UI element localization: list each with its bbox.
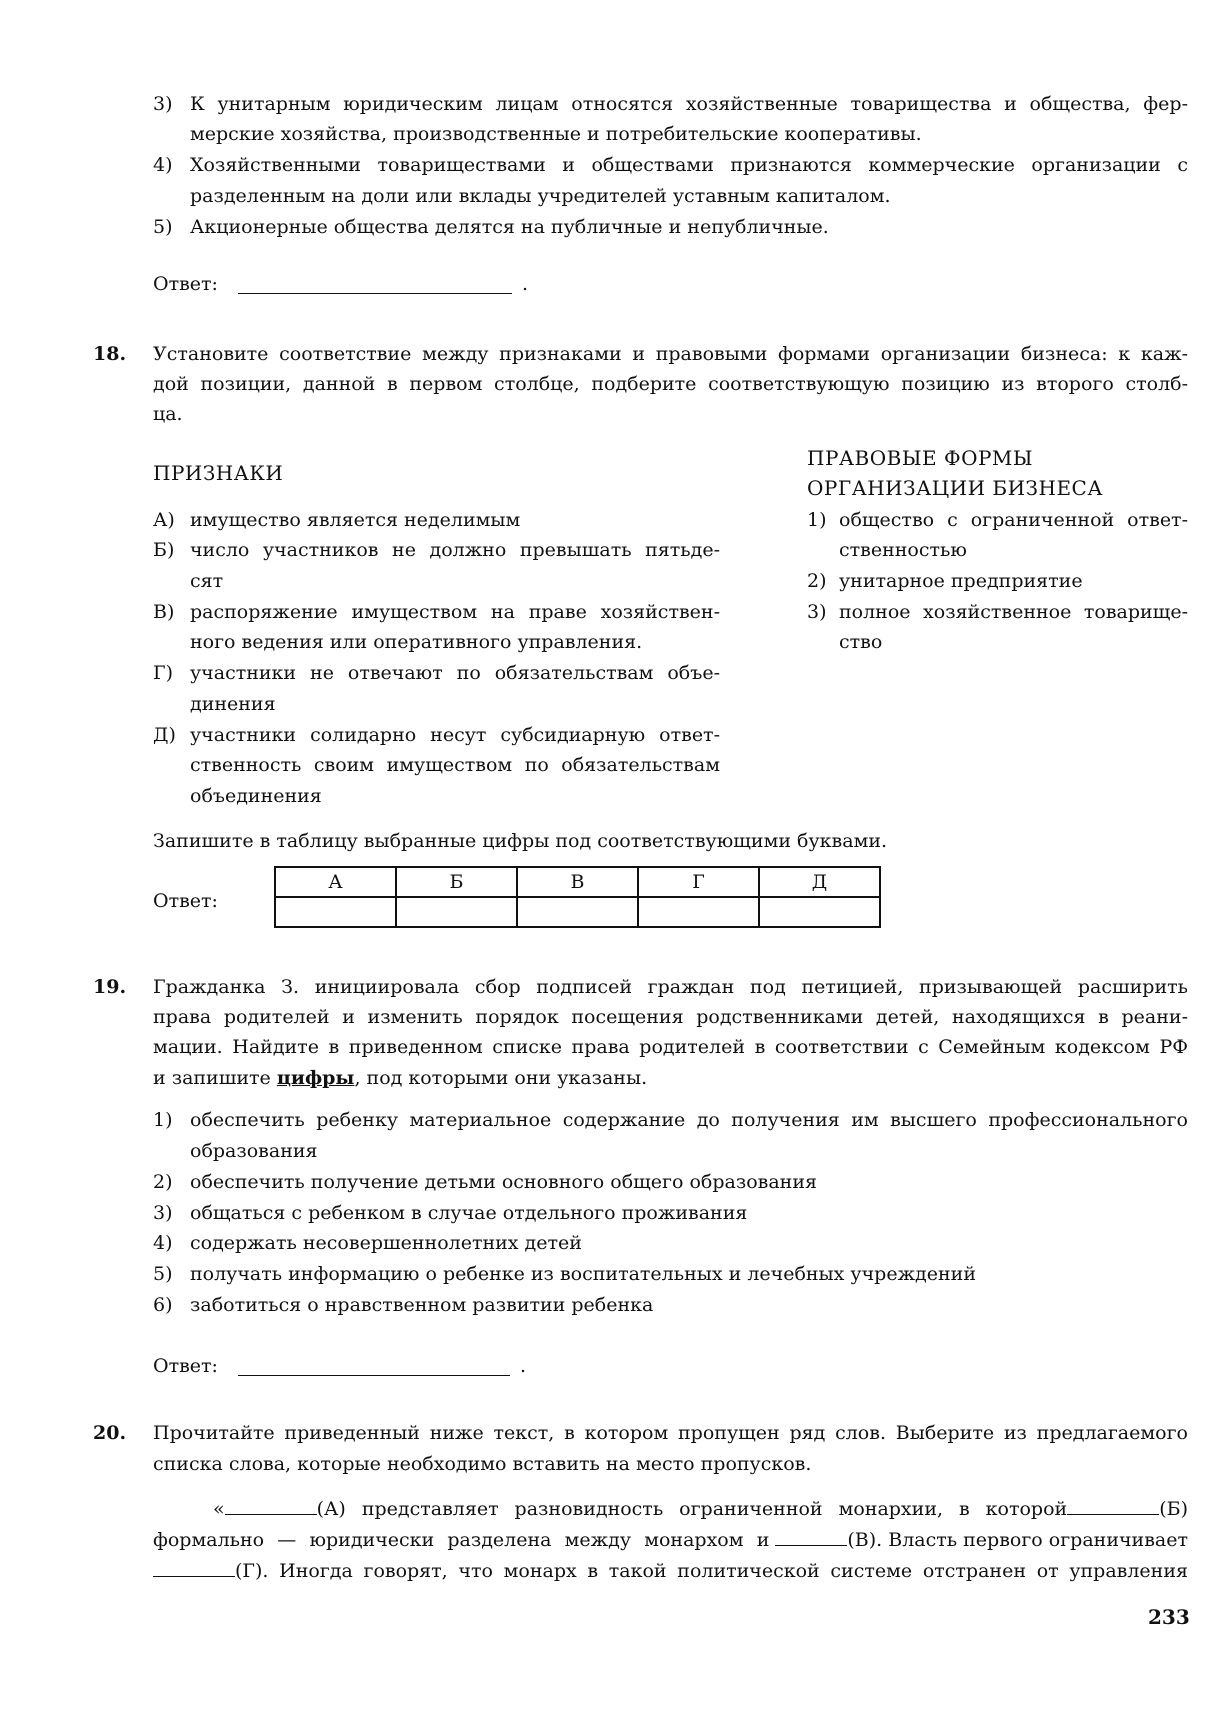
blank-b[interactable] (1067, 1514, 1159, 1515)
option-text-line: заботиться о нравственном развитии ребенка (190, 1294, 654, 1316)
feature-text-line: распоряжение имуществом на праве хозяйствен- (190, 601, 720, 623)
option-text-line: разделенным на доли или вклады учредителей уставным капиталом. (190, 185, 891, 207)
option-text-line: образования (190, 1140, 318, 1162)
option-text-line: К унитарным юридическим лицам относятся хозяйственные товарищества и общества, фер- (190, 93, 1188, 115)
form-number: 2) (807, 570, 827, 592)
forms-heading-line: ПРАВОВЫЕ ФОРМЫ (807, 446, 1034, 470)
form-text-line: ственностью (839, 539, 967, 561)
option-text-line: Хозяйственными товариществами и обществами признаются коммерческие организации с (190, 154, 1188, 176)
answer-cell-d[interactable] (759, 897, 880, 927)
stem-text: , под которыми они указаны. (354, 1067, 648, 1089)
feature-letter: Б) (153, 539, 175, 561)
option-number: 5) (153, 1263, 173, 1285)
passage-text: (В). Власть первого ограничивает (847, 1529, 1188, 1551)
answer-label: Ответ: (153, 890, 218, 912)
option-number: 1) (153, 1109, 173, 1131)
form-number: 1) (807, 509, 827, 531)
question-stem-line (153, 1063, 647, 1093)
feature-text-line: ственность своим имуществом по обязательствам (190, 754, 720, 776)
option-number: 6) (153, 1294, 173, 1316)
option-number: 3) (153, 1202, 173, 1224)
option-text-line: обеспечить ребенку материальное содержание до получения им высшего профессионального (190, 1109, 1188, 1131)
form-text-line: унитарное предприятие (839, 570, 1083, 592)
answer-table-header: Б (396, 867, 517, 897)
option-text-line: Акционерные общества делятся на публичные и непубличные. (190, 216, 829, 238)
option-number: 4) (153, 1232, 173, 1254)
answer-cell-a[interactable] (275, 897, 396, 927)
feature-letter: А) (153, 509, 175, 531)
answer-table (274, 866, 881, 928)
answer-table-header: А (275, 867, 396, 897)
passage-text: (Г). Иногда говорят, что монарх в такой политической системе отстранен от управления (235, 1560, 1188, 1582)
form-text-line: общество с ограниченной ответ- (839, 509, 1188, 531)
option-text-line: общаться с ребенком в случае отдельного проживания (190, 1202, 748, 1224)
question-number: 20. (93, 1422, 127, 1444)
feature-letter: Д) (153, 724, 176, 746)
page-number: 233 (1148, 1605, 1190, 1629)
answer-field[interactable] (238, 1375, 510, 1376)
answer-label: Ответ: (153, 1355, 218, 1377)
feature-text-line: участники не отвечают по обязательствам объе- (190, 662, 720, 684)
answer-field[interactable] (238, 293, 512, 294)
answer-period: . (520, 1355, 527, 1377)
forms-heading-line: ОРГАНИЗАЦИИ БИЗНЕСА (807, 476, 1104, 500)
stem-text: и запишите (153, 1067, 277, 1089)
feature-text-line: объединения (190, 785, 322, 807)
feature-letter: В) (153, 601, 175, 623)
open-quote: « (213, 1498, 225, 1520)
option-text-line: обеспечить получение детьми основного общего образования (190, 1171, 817, 1193)
option-number: 3) (153, 93, 173, 115)
option-number: 2) (153, 1171, 173, 1193)
blank-g[interactable] (153, 1576, 235, 1577)
option-number: 5) (153, 216, 173, 238)
passage-line (153, 1525, 1188, 1555)
answer-cell-b[interactable] (396, 897, 517, 927)
blank-a[interactable] (225, 1514, 317, 1515)
feature-text-line: участники солидарно несут субсидиарную ответ- (190, 724, 720, 746)
question-stem-line: списка слова, которые необходимо вставить на место пропусков. (153, 1453, 812, 1475)
option-text-line: мерские хозяйства, производственные и потребительские кооперативы. (190, 123, 922, 145)
answer-cell-v[interactable] (517, 897, 638, 927)
answer-cell-g[interactable] (638, 897, 759, 927)
question-stem-line: Гражданка З. инициировала сбор подписей граждан под петицией, призывающей расширить (153, 976, 1188, 998)
question-stem-line: права родителей и изменить порядок посещения родственниками детей, находящихся в реани- (153, 1006, 1188, 1028)
stem-emphasis: цифры (276, 1067, 355, 1089)
feature-text-line: имущество является неделимым (190, 509, 521, 531)
question-stem-line: дой позиции, данной в первом столбце, подберите соответствующую позицию из второго столб- (153, 373, 1188, 395)
answer-period: . (522, 273, 529, 295)
form-text-line: полное хозяйственное товарище- (839, 601, 1188, 623)
passage-line (213, 1494, 1188, 1524)
feature-text-line: число участников не должно превышать пятьде- (190, 539, 720, 561)
feature-letter: Г) (153, 662, 173, 684)
question-number: 19. (93, 976, 127, 998)
answer-label: Ответ: (153, 273, 218, 295)
question-stem-line: ца. (153, 403, 183, 425)
blank-v[interactable] (775, 1545, 847, 1546)
question-stem-line: мации. Найдите в приведенном списке права родителей в соответствии с Семейным кодексом РФ (153, 1036, 1188, 1058)
question-number: 18. (93, 343, 127, 365)
answer-table-header: В (517, 867, 638, 897)
answer-table-header-row (275, 867, 880, 897)
passage-line (153, 1556, 1188, 1586)
option-number: 4) (153, 154, 173, 176)
passage-text: (Б) (1159, 1498, 1188, 1520)
form-text-line: ство (839, 631, 883, 653)
question-stem-line: Установите соответствие между признаками и правовыми формами организации бизнеса: к каж- (153, 343, 1188, 365)
answer-table-input-row (275, 897, 880, 927)
form-number: 3) (807, 601, 827, 623)
answer-table-header: Д (759, 867, 880, 897)
option-text-line: получать информацию о ребенке из воспитательных и лечебных учреждений (190, 1263, 976, 1285)
features-heading: ПРИЗНАКИ (153, 461, 284, 485)
passage-text: (А) представляет разновидность ограниченной монархии, в которой (316, 1498, 1068, 1520)
feature-text-line: сят (190, 570, 224, 592)
table-instruction: Запишите в таблицу выбранные цифры под соответствующими буквами. (153, 830, 888, 852)
option-text-line: содержать несовершеннолетних детей (190, 1232, 582, 1254)
feature-text-line: динения (190, 693, 276, 715)
passage-text: формально — юридически разделена между монархом и (153, 1529, 770, 1551)
answer-table-header: Г (638, 867, 759, 897)
question-stem-line: Прочитайте приведенный ниже текст, в котором пропущен ряд слов. Выберите из предлагаемого (153, 1422, 1188, 1444)
feature-text-line: ного ведения или оперативного управления. (190, 631, 643, 653)
